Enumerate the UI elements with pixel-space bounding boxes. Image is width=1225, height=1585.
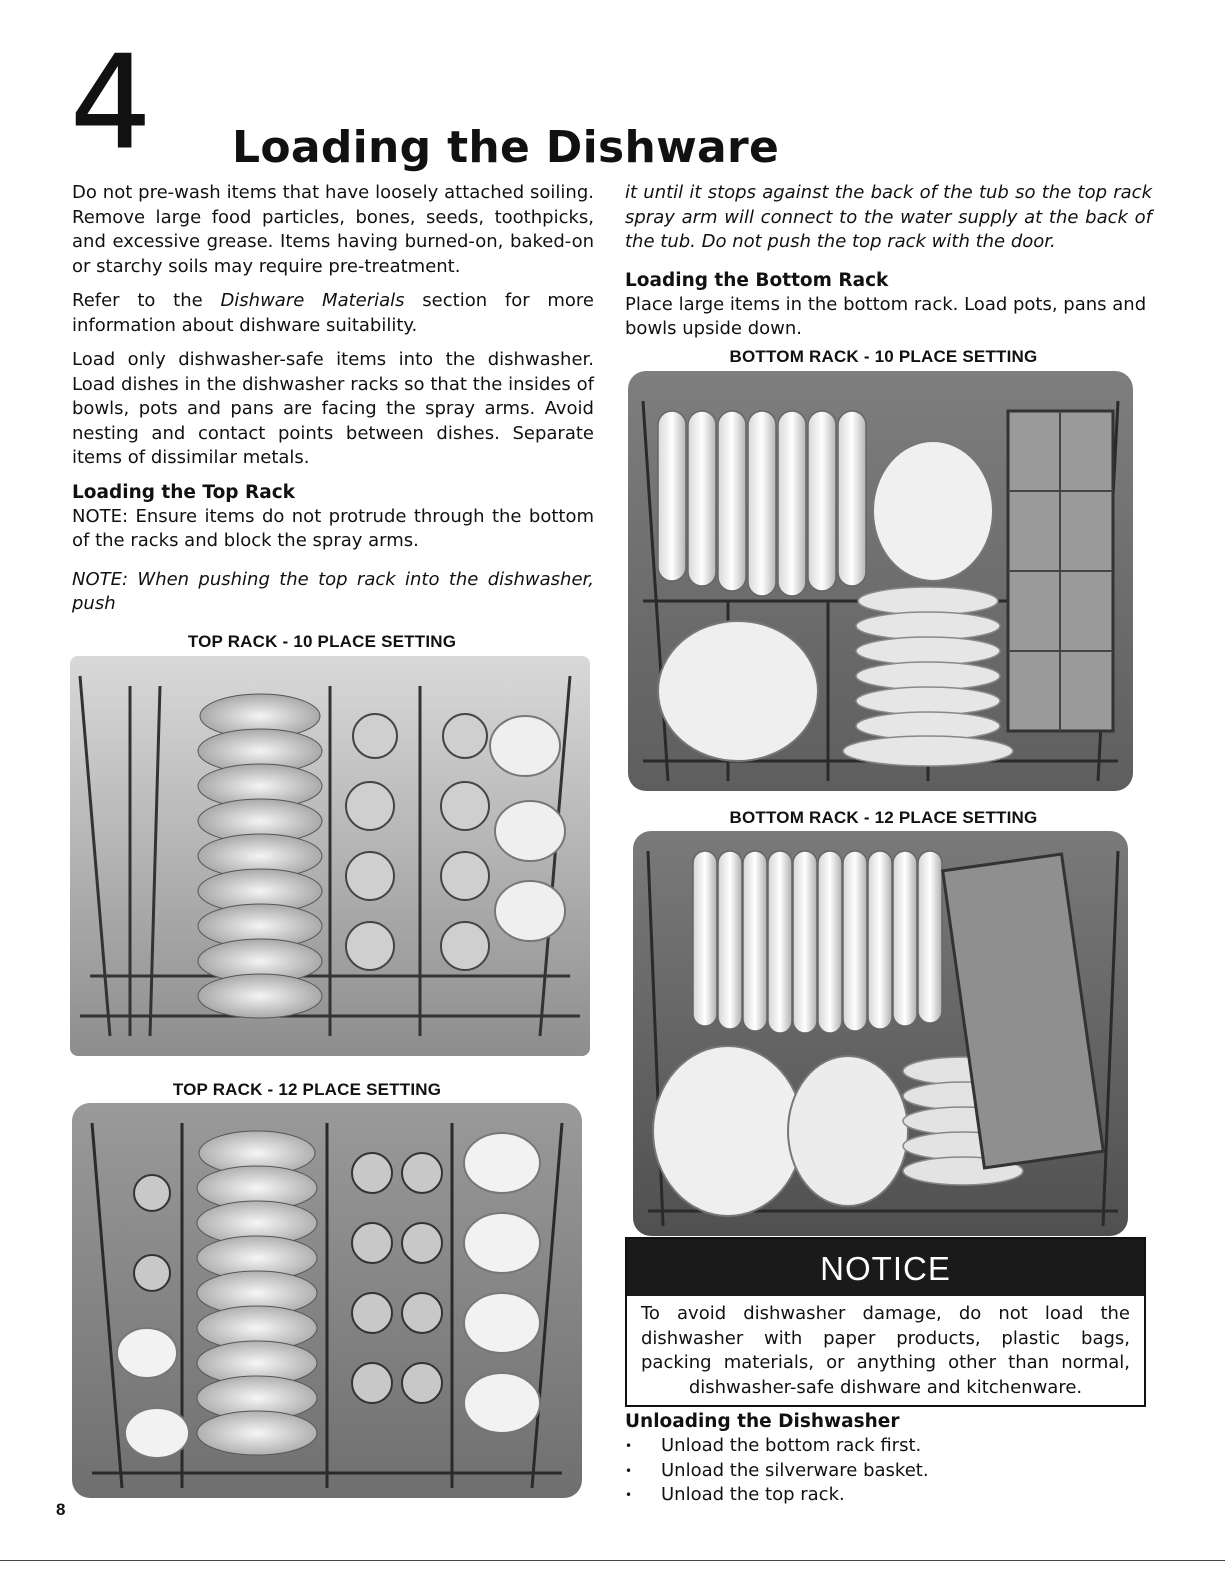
caption-top-rack-10: TOP RACK - 10 PLACE SETTING xyxy=(187,632,457,651)
unloading-section xyxy=(625,1410,1152,1508)
list-item: • Unload the bottom rack first. xyxy=(625,1434,1152,1459)
bullet-icon: • xyxy=(625,1439,633,1453)
notice-title: NOTICE xyxy=(820,1250,951,1287)
right-column xyxy=(625,181,1152,352)
caption-top-rack-12: TOP RACK - 12 PLACE SETTING xyxy=(172,1080,442,1099)
top-rack-10-photo xyxy=(70,656,590,1056)
page-number: 8 xyxy=(56,1500,66,1519)
caption-bottom-rack-10: BOTTOM RACK - 10 PLACE SETTING xyxy=(729,347,1038,366)
paragraph-load-only: Load only dishwasher-safe items into the dishwasher. Load dishes in the dishwasher racks so that the insides of bowls, pots and pans are facing the spray arms. Avoid nesting and contact points between dishes. Separate items of dissimilar metals. xyxy=(72,349,594,468)
heading-unloading: Unloading the Dishwasher xyxy=(625,1411,900,1432)
left-column xyxy=(72,181,594,627)
caption-bottom-rack-12: BOTTOM RACK - 12 PLACE SETTING xyxy=(729,808,1038,827)
unloading-list xyxy=(625,1434,1152,1508)
top-rack-12-photo xyxy=(72,1103,582,1498)
paragraph-prewash: Do not pre-wash items that have loosely attached soiling. Remove large food particles, bones, seeds, toothpicks, and excessive grease. Items having burned-on, baked-on or starchy soils may require pre-treatment. xyxy=(72,182,594,277)
dishware-materials-ref: Dishware Materials xyxy=(220,290,405,311)
notice-box xyxy=(625,1237,1146,1407)
list-item: • Unload the top rack. xyxy=(625,1483,1152,1508)
bottom-rack-12-photo xyxy=(633,831,1128,1236)
bullet-icon: • xyxy=(625,1488,633,1502)
note-pushing: NOTE: When pushing the top rack into the dishwasher, push xyxy=(72,568,594,614)
chapter-number: 4 xyxy=(70,29,152,178)
paragraph-bottom-rack: Place large items in the bottom rack. Load pots, pans and bowls upside down. xyxy=(625,293,1147,339)
paragraph-refer: Refer to the Dishware Materials section for more information about dishware suitability. xyxy=(72,290,594,336)
list-item: • Unload the silverware basket. xyxy=(625,1459,1152,1484)
note-protrude: NOTE: Ensure items do not protrude through the bottom of the racks and block the spray arms. xyxy=(72,505,594,551)
footer-rule xyxy=(0,1560,1225,1561)
note-pushing-continued: it until it stops against the back of the tub so the top rack spray arm will connect to the water supply at the back of the tub. Do not push the top rack with the door. xyxy=(625,182,1152,252)
notice-header xyxy=(627,1239,1144,1296)
bullet-icon: • xyxy=(625,1463,633,1478)
notice-text: To avoid dishwasher damage, do not load the dishwasher with paper products, plastic bags, packing materials, or anything other than normal, dishwasher-safe dishware and kitchenware. xyxy=(641,1303,1130,1398)
bottom-rack-10-photo xyxy=(628,371,1133,791)
chapter-title: Loading the Dishware xyxy=(232,122,780,173)
heading-bottom-rack: Loading the Bottom Rack xyxy=(625,269,889,291)
heading-top-rack: Loading the Top Rack xyxy=(72,481,295,503)
